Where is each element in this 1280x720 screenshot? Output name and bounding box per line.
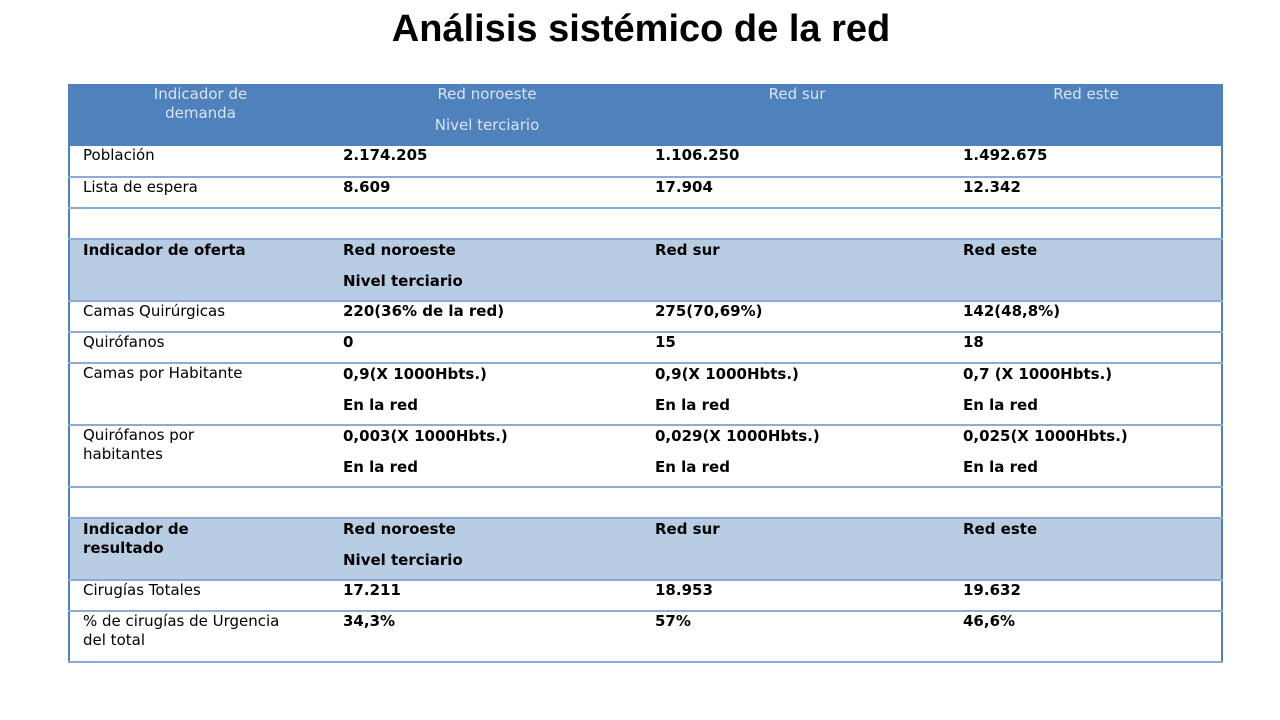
- row-label: % de cirugías de Urgencia del total: [69, 611, 331, 662]
- empty-cell: [951, 208, 1222, 239]
- cell-value: 12.342: [951, 177, 1222, 208]
- result-col-header-este: Red este: [951, 518, 1222, 580]
- table-row: [69, 332, 1222, 363]
- row-label: Quirófanos por habitantes: [69, 425, 331, 487]
- cell-value: 275(70,69%): [643, 301, 951, 332]
- table-row: [69, 611, 1222, 662]
- table-row: [69, 580, 1222, 611]
- row-label: Población: [69, 146, 331, 177]
- row-label: Camas Quirúrgicas: [69, 301, 331, 332]
- cell-value: 46,6%: [951, 611, 1222, 662]
- slide-title: Análisis sistémico de la red: [391, 8, 891, 50]
- offer-indicator-header: Indicador de oferta: [69, 239, 331, 301]
- cell-value: 19.632: [951, 580, 1222, 611]
- cell-value: 220(36% de la red): [331, 301, 643, 332]
- col-header-noroeste: Red noroeste Nivel terciario: [331, 84, 643, 146]
- cell-value: 18: [951, 332, 1222, 363]
- result-col-header-noroeste: Red noroeste Nivel terciario: [331, 518, 643, 580]
- empty-cell: [69, 487, 331, 518]
- demand-indicator-header: Indicador de demanda: [69, 84, 331, 146]
- cell-value: 0,003(X 1000Hbts.) En la red: [331, 425, 643, 487]
- empty-cell: [643, 487, 951, 518]
- row-label: Camas por Habitante: [69, 363, 331, 425]
- cell-value: 0,9(X 1000Hbts.) En la red: [643, 363, 951, 425]
- col-header-este: Red este: [951, 84, 1222, 146]
- col-header-sur: Red sur: [643, 84, 951, 146]
- table-row: [69, 301, 1222, 332]
- offer-header-row: [69, 239, 1222, 301]
- table-row: [69, 363, 1222, 425]
- cell-value: 1.492.675: [951, 146, 1222, 177]
- cell-value: 34,3%: [331, 611, 643, 662]
- cell-value: 17.211: [331, 580, 643, 611]
- empty-cell: [643, 208, 951, 239]
- table-row: [69, 425, 1222, 487]
- cell-value: 15: [643, 332, 951, 363]
- cell-value: 0,7 (X 1000Hbts.) En la red: [951, 363, 1222, 425]
- row-label: Quirófanos: [69, 332, 331, 363]
- network-analysis-table: [68, 84, 1223, 663]
- cell-value: 17.904: [643, 177, 951, 208]
- offer-col-header-sur: Red sur: [643, 239, 951, 301]
- cell-value: 2.174.205: [331, 146, 643, 177]
- empty-cell: [331, 208, 643, 239]
- cell-value: 0,029(X 1000Hbts.) En la red: [643, 425, 951, 487]
- row-label: Lista de espera: [69, 177, 331, 208]
- cell-value: 0,9(X 1000Hbts.) En la red: [331, 363, 643, 425]
- cell-value: 142(48,8%): [951, 301, 1222, 332]
- result-indicator-header: Indicador de resultado: [69, 518, 331, 580]
- demand-header-row: [69, 84, 1222, 146]
- result-col-header-sur: Red sur: [643, 518, 951, 580]
- offer-col-header-este: Red este: [951, 239, 1222, 301]
- cell-value: 0,025(X 1000Hbts.) En la red: [951, 425, 1222, 487]
- table-row: [69, 146, 1222, 177]
- offer-col-header-noroeste: Red noroeste Nivel terciario: [331, 239, 643, 301]
- cell-value: 8.609: [331, 177, 643, 208]
- cell-value: 0: [331, 332, 643, 363]
- empty-cell: [69, 208, 331, 239]
- cell-value: 18.953: [643, 580, 951, 611]
- spacer-row: [69, 487, 1222, 518]
- empty-cell: [951, 487, 1222, 518]
- spacer-row: [69, 208, 1222, 239]
- cell-value: 1.106.250: [643, 146, 951, 177]
- row-label: Cirugías Totales: [69, 580, 331, 611]
- cell-value: 57%: [643, 611, 951, 662]
- result-header-row: [69, 518, 1222, 580]
- empty-cell: [331, 487, 643, 518]
- table-row: [69, 177, 1222, 208]
